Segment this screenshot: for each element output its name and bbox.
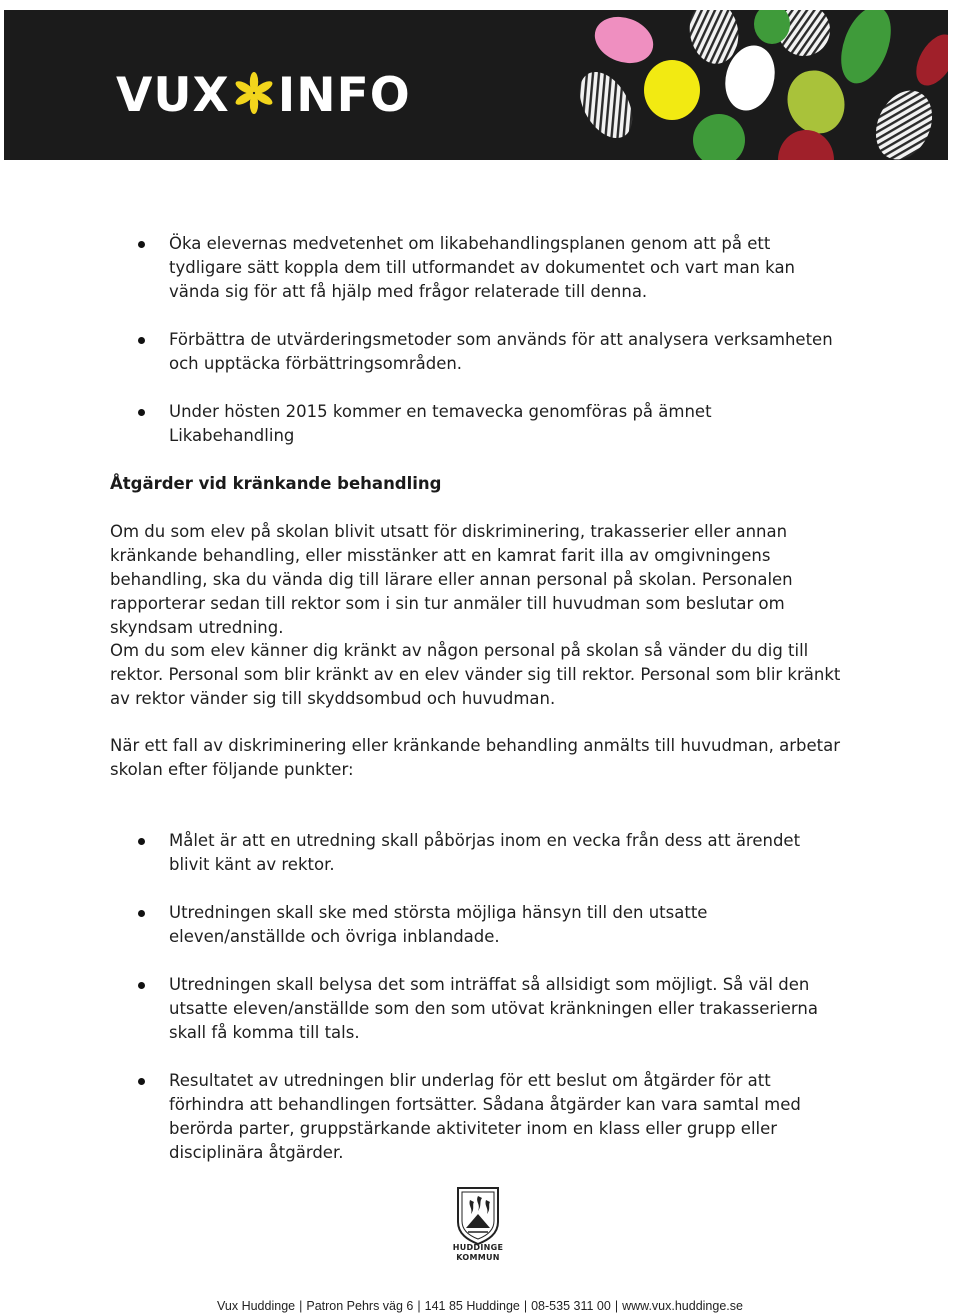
logo-text-vux: VUX (116, 68, 230, 123)
list-item-text: Målet är att en utredning skall påbörjas inom en vecka från dess att ärendet blivit känt av rektor. (169, 831, 801, 874)
footer-phone: 08-535 311 00 (531, 1299, 611, 1313)
crest-line-2: KOMMUN (456, 1253, 500, 1262)
logo-text-info: INFO (277, 68, 411, 123)
section-heading: Åtgärder vid kränkande behandling (110, 474, 442, 493)
paragraph: När ett fall av diskriminering eller kränkande behandling anmälts till huvudman, arbetar skolan efter följande punkter: (110, 736, 840, 779)
list-item (138, 400, 838, 448)
footer-org: Vux Huddinge (217, 1299, 296, 1313)
paragraph: Om du som elev på skolan blivit utsatt för diskriminering, trakasserier eller annan kränkande behandling, eller misstänker att en kamrat farit illa av omgivningens behandling, ska du vända dig till lärare eller annan personal på skolan. Personalen rapporterar sedan till rektor som i sin tur anmäler till huvudman som beslutar om skyndsam utredning. (110, 522, 793, 637)
procedure-bullet-list (138, 829, 838, 1189)
crest-line-1: HUDDINGE (452, 1243, 504, 1252)
list-item-text: Resultatet av utredningen blir underlag för ett beslut om åtgärder för att förhindra att behandlingen fortsätter. Sådana åtgärder kan vara samtal med berörda parter, gruppstärkande aktiviteter inom en klass eller grupp eller disciplinära åtgärder. (169, 1071, 801, 1162)
list-item (138, 1069, 838, 1165)
bullet-icon (138, 337, 145, 344)
list-item (138, 829, 838, 877)
list-item (138, 901, 838, 949)
list-item-text: Förbättra de utvärderingsmetoder som används för att analysera verksamheten och upptäcka förbättringsområden. (169, 330, 833, 373)
bullet-icon (138, 838, 145, 845)
footer-divider: | (299, 1299, 303, 1313)
list-item (138, 328, 838, 376)
footer-divider: | (417, 1299, 421, 1313)
footer-website-link[interactable]: www.vux.huddinge.se (622, 1299, 743, 1313)
header-banner (4, 10, 948, 160)
vuxinfo-logo (116, 68, 411, 124)
footer-address: Patron Pehrs väg 6 (306, 1299, 414, 1313)
list-item-text: Utredningen skall belysa det som inträffat så allsidigt som möjligt. Så väl den utsatte eleven/anställde som den som utövat kränkningen eller trakasserierna skall få komma till tals. (169, 975, 818, 1042)
goals-bullet-list (138, 232, 838, 472)
list-item-text: Utredningen skall ske med största möjliga hänsyn till den utsatte eleven/anställde och övriga inblandade. (169, 903, 708, 946)
footer-divider: | (523, 1299, 528, 1313)
footer-divider: | (614, 1299, 619, 1313)
list-item (138, 232, 838, 304)
list-item-text: Öka elevernas medvetenhet om likabehandlingsplanen genom att på ett tydligare sätt koppla dem till utformandet av dokumentet och vart man kan vända sig för att få hjälp med frågor relaterade till denna. (169, 234, 796, 301)
bullet-icon (138, 241, 145, 248)
bullet-icon (138, 409, 145, 416)
list-item-text: Under hösten 2015 kommer en temavecka genomföras på ämnet Likabehandling (169, 402, 712, 445)
bullet-icon (138, 1078, 145, 1085)
list-item (138, 973, 838, 1045)
bullet-icon (138, 910, 145, 917)
crest-caption (440, 1243, 516, 1263)
footer (0, 1297, 960, 1315)
footer-postal: 141 85 Huddinge (424, 1299, 520, 1313)
decorative-petals-graphic (564, 10, 948, 160)
bullet-icon (138, 982, 145, 989)
paragraph: Om du som elev känner dig kränkt av någon personal på skolan så vänder du dig till rektor. Personal som blir kränkt av en elev vänder sig till rektor. Personal som blir kränkt av rektor vänder sig till skyddsombud och huvudman. (110, 641, 841, 708)
asterisk-star-icon (232, 71, 276, 115)
